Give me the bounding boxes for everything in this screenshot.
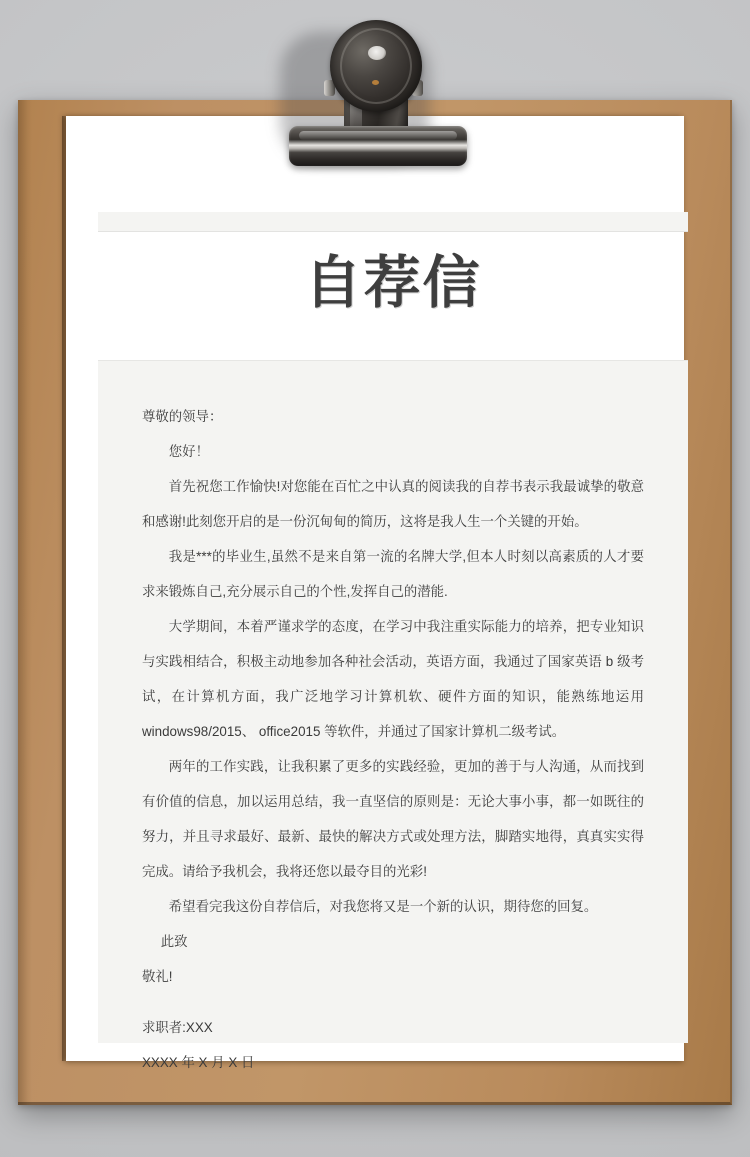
binder-clip-barrel-highlight	[368, 46, 386, 60]
binder-clip-barrel-rivet	[372, 80, 379, 85]
binder-clip-barrel	[330, 20, 422, 112]
signature-spacer	[142, 994, 644, 1010]
clipboard	[18, 100, 732, 1105]
paragraph-3: 大学期间，本着严谨求学的态度，在学习中我注重实际能力的培养，把专业知识与实践相结合，积极主动地参加各种社会活动，英语方面，我通过了国家英语 b 级考试，在计算机方面，我广泛地学习计算机软、硬件方面的知识，能熟练地运用 windows98/2015、 office2015 等软件，并通过了国家计算机二级考试。	[142, 619, 644, 739]
header-accent-band	[98, 212, 688, 232]
letter-body	[98, 360, 688, 1070]
letter-paper	[66, 116, 684, 1070]
binder-clip-jaw-bar	[289, 126, 467, 166]
signature-date: XXXX 年 X 月 X 日	[142, 1055, 255, 1070]
binder-clip-barrel-ring	[340, 28, 412, 104]
binder-clip-jaw-highlight	[299, 131, 457, 140]
clipboard-left-bevel	[18, 100, 32, 1105]
greeting: 您好！	[168, 444, 209, 459]
signature-name: 求职者:XXX	[142, 1020, 213, 1035]
paragraph-1: 首先祝您工作愉快!对您能在百忙之中认真的阅读我的自荐书表示我最诚挚的敬意和感谢!此刻您开启的是一份沉甸甸的简历，这将是我人生一个关键的开始。	[142, 479, 644, 529]
page-title: 自荐信	[304, 251, 482, 315]
closing-line-1: 此致	[160, 934, 188, 949]
paragraph-5: 希望看完我这份自荐信后，对我您将又是一个新的认识，期待您的回复。	[168, 899, 598, 914]
paragraph-2: 我是***的毕业生,虽然不是来自第一流的名牌大学,但本人时刻以高素质的人才要求来锻炼自己,充分展示自己的个性,发挥自己的潜能.	[142, 549, 644, 599]
salutation: 尊敬的领导：	[142, 409, 223, 424]
closing-line-2: 敬礼!	[142, 969, 173, 984]
binder-clip-icon	[276, 18, 476, 170]
paragraph-4: 两年的工作实践，让我积累了更多的实践经验，更加的善于与人沟通，从而找到有价值的信息，加以运用总结，我一直坚信的原则是：无论大事小事，都一如既往的努力，并且寻求最好、最新、最快的解决方式或处理方法，脚踏实地得，真真实实得完成。请给予我机会，我将还您以最夺目的光彩!	[142, 759, 644, 879]
